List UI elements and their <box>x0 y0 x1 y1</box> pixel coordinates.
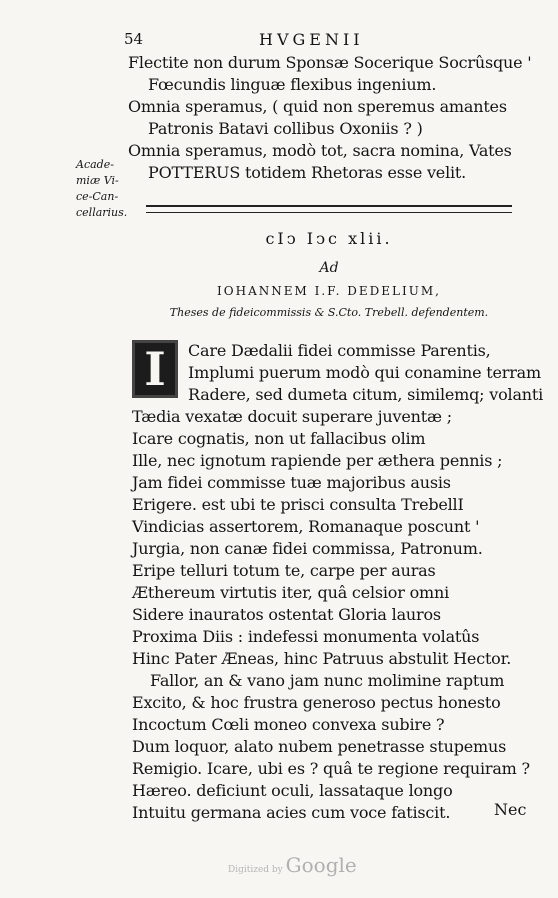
marginal-note <box>76 157 130 221</box>
verse-line: Dum loquor, alato nubem penetrasse stupemus <box>132 737 507 756</box>
marginal-note-line: ce-Can- <box>76 190 119 203</box>
verse-line: Remigio. Icare, ubi es ? quâ te regione requiram ? <box>132 759 530 778</box>
verse-line: Flectite non durum Sponsæ Socerique Socrûsque ' <box>128 53 532 72</box>
verse-line: Æthereum virtutis iter, quâ celsior omni <box>132 583 450 602</box>
verse-line: Radere, sed dumeta citum, similemq; volanti <box>188 385 544 404</box>
verse-line: Care Dædalii fidei commisse Parentis, <box>188 341 491 360</box>
marginal-note-line: cellarius. <box>76 206 128 219</box>
verse-line: Icare cognatis, non ut fallacibus olim <box>132 429 426 448</box>
poem-number-heading: cIↄ Iↄc xlii. <box>265 229 393 248</box>
google-logo: Google <box>285 853 357 877</box>
thesis-subtitle: Theses de fideicommissis & S.Cto. Trebell. defendentem. <box>169 306 489 319</box>
verse-line: Intuitu germana acies cum voce fatiscit. <box>132 803 451 822</box>
verse-line: Hinc Pater Æneas, hinc Patruus abstulit Hector. <box>132 649 512 668</box>
verse-line: Excito, & hoc frustra generoso pectus honesto <box>132 693 501 712</box>
poem-continuation <box>128 52 532 184</box>
verse-line: Jam fidei commisse tuæ majoribus ausis <box>132 473 451 492</box>
page-header <box>124 30 504 54</box>
digitized-prefix: Digitized by <box>228 865 283 875</box>
verse-line: Erigere. est ubi te prisci consulta TrebellI <box>132 495 464 514</box>
marginal-note-line: Acade- <box>76 158 114 171</box>
verse-line: Implumi puerum modò qui conamine terram <box>188 363 541 382</box>
verse-line: Omnia speramus, ( quid non speremus amantes <box>128 97 507 116</box>
section-divider-thick <box>146 205 512 207</box>
dedication-ad: Ad <box>319 260 339 276</box>
verse-line: Patronis Batavi collibus Oxoniis ? ) <box>148 119 423 138</box>
verse-line: Fœcundis linguæ flexibus ingenium. <box>148 75 437 94</box>
verse-line: Vindicias assertorem, Romanaque poscunt ' <box>132 517 480 536</box>
verse-line: Omnia speramus, modò tot, sacra nomina, Vates <box>128 141 512 160</box>
verse-line: Proxima Diis : indefessi monumenta volatûs <box>132 627 480 646</box>
verse-line: Ille, nec ignotum rapiende per æthera pennis ; <box>132 451 503 470</box>
page-number: 54 <box>124 30 144 48</box>
verse-line: POTTERUS totidem Rhetoras esse velit. <box>148 163 467 182</box>
decorated-initial: I <box>132 340 178 398</box>
addressee-name: IOHANNEM I.F. DEDELIUM, <box>217 284 441 298</box>
verse-line: Hæreo. deficiunt oculi, lassataque longo <box>132 781 453 800</box>
poem-body <box>132 340 544 824</box>
section-divider-thin <box>146 212 512 213</box>
verse-line: Tædia vexatæ docuit superare juventæ ; <box>132 407 452 426</box>
catchword: Nec <box>494 800 527 819</box>
verse-line: Jurgia, non canæ fidei commissa, Patronum. <box>132 539 483 558</box>
verse-line: Fallor, an & vano jam nunc molimine raptum <box>150 671 505 690</box>
verse-line: Incoctum Cœli moneo convexa subire ? <box>132 715 445 734</box>
running-head: HVGENII <box>259 30 364 49</box>
verse-line: Eripe telluri totum te, carpe per auras <box>132 561 436 580</box>
marginal-note-line: miæ Vi- <box>76 174 119 187</box>
digitized-watermark <box>228 853 357 877</box>
verse-line: Sidere inauratos ostentat Gloria lauros <box>132 605 441 624</box>
